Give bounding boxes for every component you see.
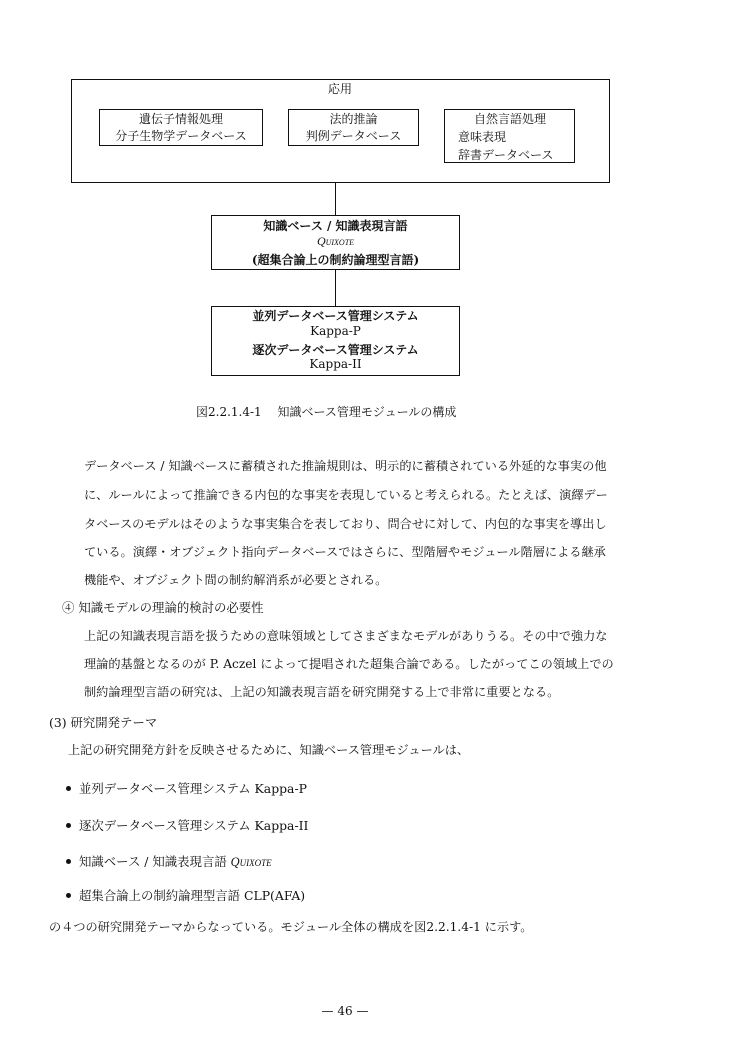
bullet-dot-3 bbox=[66, 859, 71, 864]
paragraph-1-line-2: に、ルールによって推論できる内包的な事実を表現していると考えられる。たとえば、演繹デー bbox=[84, 488, 608, 502]
app-box-nlp-line1: 自然言語処理 bbox=[474, 112, 547, 126]
app-box-genetic-line2: 分子生物学データベース bbox=[115, 129, 247, 143]
bullet-dot-4 bbox=[66, 893, 71, 898]
paragraph-1-line-3: タベースのモデルはそのような事実集合を表しており、問合せに対して、内包的な事実を導出し bbox=[84, 517, 607, 531]
db-box-line3: 逐次データベース管理システム bbox=[252, 343, 419, 357]
paragraph-1-line-4: ている。演繹・オブジェクト指向データベースではさらに、型階層やモジュール階層による継承 bbox=[84, 545, 606, 559]
bullet-item-3 bbox=[66, 852, 272, 870]
db-box-line2: Kappa-P bbox=[310, 324, 361, 338]
figure-caption: 図2.2.1.4-1 知識ベース管理モジュールの構成 bbox=[196, 405, 457, 419]
kb-box-line3: (超集合論上の制約論理型言語) bbox=[251, 253, 420, 267]
app-box-legal-line2: 判例データベース bbox=[305, 129, 402, 143]
page-number: — 46 — bbox=[321, 1004, 369, 1018]
bullet-text-2: 逐次データベース管理システム Kappa-II bbox=[79, 818, 309, 833]
bullet-item-4 bbox=[66, 886, 305, 904]
paragraph-1-line-5: 機能や、オブジェクト間の制約解消系が必要とされる。 bbox=[84, 573, 388, 587]
closing-line: の４つの研究開発テーマからなっている。モジュール全体の構成を図2.2.1.4-1 に示す。 bbox=[49, 920, 533, 934]
bullet-text-4: 超集合論上の制約論理型言語 CLP(AFA) bbox=[79, 888, 306, 903]
section-4-heading: ④ 知識モデルの理論的検討の必要性 bbox=[62, 600, 264, 615]
application-box-title: 応用 bbox=[327, 82, 352, 96]
kb-box-line1: 知識ベース / 知識表現言語 bbox=[263, 219, 408, 233]
kb-box-line2: Quixote bbox=[316, 234, 355, 248]
bullet-text-1: 並列データベース管理システム Kappa-P bbox=[79, 781, 307, 796]
intro-line: 上記の研究開発方針を反映させるために、知識ベース管理モジュールは、 bbox=[68, 743, 470, 757]
app-box-legal-line1: 法的推論 bbox=[329, 112, 378, 126]
bullet-text-3: 知識ベース / 知識表現言語 bbox=[79, 854, 231, 869]
bullet-item-2 bbox=[66, 816, 308, 834]
connector-line-1 bbox=[335, 183, 336, 215]
paragraph-1-line-1: データベース / 知識ベースに蓄積された推論規則は、明示的に蓄積されている外延的な事実の他 bbox=[84, 459, 607, 473]
bullet-item-1 bbox=[66, 779, 307, 797]
app-box-genetic-line1: 遺伝子情報処理 bbox=[138, 112, 223, 126]
app-box-nlp-line2: 意味表現 bbox=[458, 130, 507, 144]
bullet-dot-1 bbox=[66, 786, 71, 791]
bullet-text-3-quixote: Quixote bbox=[230, 855, 272, 869]
connector-line-2 bbox=[335, 270, 336, 306]
paragraph-2-line-1: 上記の知識表現言語を扱うための意味領域としてさまざまなモデルがありうる。その中で強力な bbox=[84, 629, 608, 643]
paragraph-2-line-3: 制約論理型言語の研究は、上記の知識表現言語を研究開発する上で非常に重要となる。 bbox=[84, 685, 560, 699]
section-3-heading: (3) 研究開発テーマ bbox=[49, 715, 158, 730]
paragraph-2-line-2: 理論的基盤となるのが P. Aczel によって提唱された超集合論である。したがってこの領域上での bbox=[84, 657, 614, 671]
app-box-nlp-line3: 辞書データベース bbox=[458, 148, 554, 162]
db-box-line1: 並列データベース管理システム bbox=[252, 309, 419, 323]
bullet-dot-2 bbox=[66, 823, 71, 828]
db-box-line4: Kappa-II bbox=[309, 357, 362, 371]
